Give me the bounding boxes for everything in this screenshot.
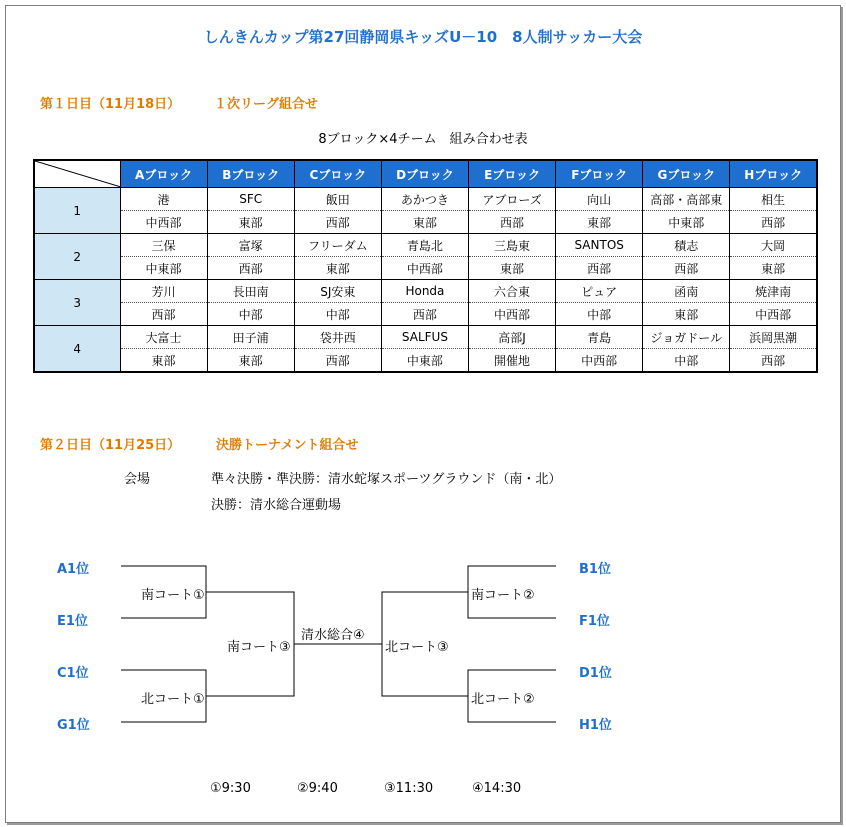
team-cell: 浜岡黒潮 [730, 326, 817, 349]
table-caption: 8ブロック×4チーム 組み合わせ表 [318, 132, 528, 147]
region-cell: 東部 [730, 257, 817, 280]
page-title: しんきんカップ第27回静岡県キッズU－10 8人制サッカー大会 [203, 28, 643, 46]
team-cell: フリーダム [294, 234, 381, 257]
region-cell: 西部 [381, 303, 468, 326]
region-cell: 西部 [294, 349, 381, 373]
team-cell: アブローズ [469, 188, 556, 211]
block-header: Hブロック [730, 160, 817, 188]
region-cell: 西部 [207, 257, 294, 280]
match-time: ④14:30 [472, 781, 522, 796]
region-cell: 西部 [120, 303, 207, 326]
team-cell: SALFUS [381, 326, 468, 349]
region-cell: 東部 [207, 211, 294, 234]
region-cell: 中西部 [556, 349, 643, 373]
team-cell: ジョガドール [643, 326, 730, 349]
block-header: Gブロック [643, 160, 730, 188]
day1-subtitle: １次リーグ組合せ [214, 97, 319, 112]
region-cell: 中西部 [469, 303, 556, 326]
region-cell: 開催地 [469, 349, 556, 373]
team-cell: あかつき [381, 188, 468, 211]
team-cell: SFC [207, 188, 294, 211]
seed-f1: F1位 [579, 614, 610, 629]
venue-semifinal: 準々決勝・準決勝：清水蛇塚スポーツグラウンド（南・北） [211, 472, 562, 487]
block-header: Aブロック [120, 160, 207, 188]
team-cell: 三島東 [469, 234, 556, 257]
team-cell: 三保 [120, 234, 207, 257]
team-cell: 向山 [556, 188, 643, 211]
region-cell: 中東部 [381, 349, 468, 373]
region-cell: 西部 [556, 257, 643, 280]
region-cell: 中部 [643, 349, 730, 373]
row-number: 1 [34, 188, 120, 234]
match-time: ①9:30 [210, 781, 251, 796]
team-cell: 芳川 [120, 280, 207, 303]
team-cell: Honda [381, 280, 468, 303]
venue-label: 会場 [124, 472, 151, 487]
seed-e1: E1位 [57, 614, 88, 629]
region-cell: 東部 [643, 303, 730, 326]
team-cell: 大富士 [120, 326, 207, 349]
block-header: Dブロック [381, 160, 468, 188]
region-cell: 東部 [556, 211, 643, 234]
court-final-4: 清水総合④ [301, 628, 365, 643]
match-time: ②9:40 [297, 781, 338, 796]
region-cell: 中部 [207, 303, 294, 326]
team-cell: 六合東 [469, 280, 556, 303]
court-south-1: 南コート① [141, 588, 205, 603]
region-cell: 中東部 [643, 211, 730, 234]
region-cell: 東部 [294, 257, 381, 280]
team-cell: 港 [120, 188, 207, 211]
team-cell: 青島 [556, 326, 643, 349]
block-header: Cブロック [294, 160, 381, 188]
seed-b1: B1位 [579, 562, 611, 577]
region-cell: 中部 [294, 303, 381, 326]
region-cell: 西部 [730, 211, 817, 234]
team-cell: 飯田 [294, 188, 381, 211]
region-cell: 中東部 [120, 257, 207, 280]
team-cell: 袋井西 [294, 326, 381, 349]
court-north-3: 北コート③ [385, 640, 449, 655]
team-cell: 高部J [469, 326, 556, 349]
region-cell: 中西部 [120, 211, 207, 234]
team-cell: SANTOS [556, 234, 643, 257]
region-cell: 西部 [294, 211, 381, 234]
seed-c1: C1位 [57, 666, 89, 681]
region-cell: 中西部 [381, 257, 468, 280]
region-cell: 西部 [469, 211, 556, 234]
region-cell: 東部 [207, 349, 294, 373]
row-number: 4 [34, 326, 120, 373]
venue-final: 決勝：清水総合運動場 [211, 498, 342, 513]
court-north-2: 北コート② [471, 692, 535, 707]
day2-subtitle: 決勝トーナメント組合せ [216, 438, 359, 453]
row-number: 2 [34, 234, 120, 280]
region-cell: 東部 [120, 349, 207, 373]
court-south-3: 南コート③ [227, 640, 291, 655]
day2-heading: 第２日目（11月25日） [40, 438, 181, 453]
team-cell: ピュア [556, 280, 643, 303]
seed-d1: D1位 [579, 666, 612, 681]
block-header: Bブロック [207, 160, 294, 188]
court-south-2: 南コート② [471, 588, 535, 603]
block-header: Eブロック [469, 160, 556, 188]
region-cell: 中西部 [730, 303, 817, 326]
seed-h1: H1位 [579, 718, 612, 733]
team-cell: 青島北 [381, 234, 468, 257]
region-cell: 西部 [643, 257, 730, 280]
team-cell: 長田南 [207, 280, 294, 303]
row-number: 3 [34, 280, 120, 326]
team-cell: 田子浦 [207, 326, 294, 349]
court-north-1: 北コート① [141, 692, 205, 707]
region-cell: 中部 [556, 303, 643, 326]
region-cell: 西部 [730, 349, 817, 373]
match-time: ③11:30 [384, 781, 434, 796]
seed-a1: A1位 [57, 562, 90, 577]
team-cell: 大岡 [730, 234, 817, 257]
team-cell: 相生 [730, 188, 817, 211]
team-cell: 函南 [643, 280, 730, 303]
team-cell: 高部・高部東 [643, 188, 730, 211]
block-header: Fブロック [556, 160, 643, 188]
region-cell: 東部 [381, 211, 468, 234]
team-cell: 富塚 [207, 234, 294, 257]
day1-heading: 第１日目（11月18日） [40, 97, 181, 112]
team-cell: 焼津南 [730, 280, 817, 303]
seed-g1: G1位 [57, 718, 90, 733]
team-cell: SJ安東 [294, 280, 381, 303]
team-cell: 積志 [643, 234, 730, 257]
region-cell: 東部 [469, 257, 556, 280]
